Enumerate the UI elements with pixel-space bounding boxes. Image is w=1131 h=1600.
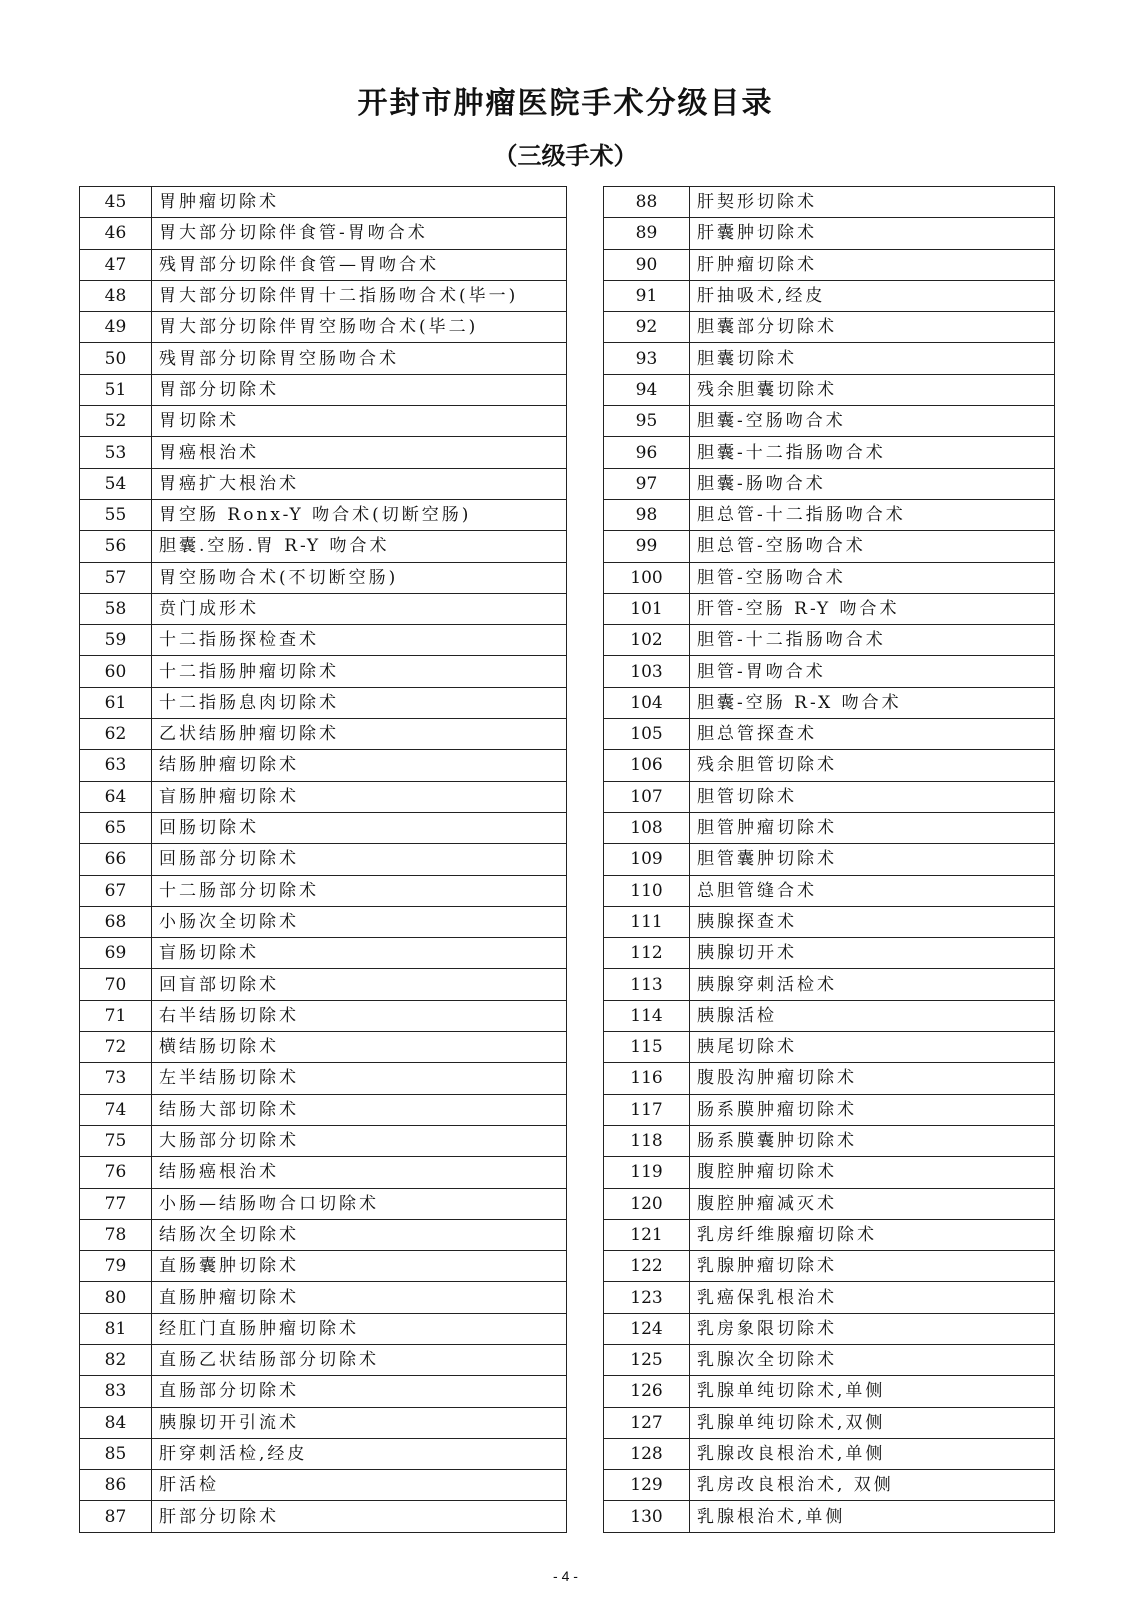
table-row [604,437,1055,468]
surgery-name-cell: 肝管-空肠 R-Y 吻合术 [690,593,1055,624]
row-number-cell: 92 [604,312,690,343]
table-row [604,343,1055,374]
table-row [604,656,1055,687]
row-number-cell: 108 [604,812,690,843]
row-number-cell: 125 [604,1344,690,1375]
surgery-name-cell: 乳腺根治术,单侧 [690,1501,1055,1532]
surgery-name-cell: 胃大部分切除伴胃空肠吻合术(毕二) [152,312,567,343]
table-row [604,593,1055,624]
surgery-name-cell: 乳房象限切除术 [690,1313,1055,1344]
row-number-cell: 47 [80,249,152,280]
surgery-name-cell: 胆囊-空肠 R-X 吻合术 [690,687,1055,718]
surgery-name-cell: 胆管肿瘤切除术 [690,812,1055,843]
surgery-name-cell: 胃空肠吻合术(不切断空肠) [152,562,567,593]
surgery-name-cell: 胃切除术 [152,406,567,437]
row-number-cell: 129 [604,1470,690,1501]
row-number-cell: 102 [604,625,690,656]
row-number-cell: 56 [80,531,152,562]
table-row [604,812,1055,843]
table-row [604,1501,1055,1532]
table-row [604,719,1055,750]
table-row [604,969,1055,1000]
surgery-name-cell: 残余胆管切除术 [690,750,1055,781]
row-number-cell: 64 [80,781,152,812]
row-number-cell: 128 [604,1438,690,1469]
row-number-cell: 115 [604,1032,690,1063]
surgery-name-cell: 乳腺改良根治术,单侧 [690,1438,1055,1469]
table-row [80,531,567,562]
surgery-name-cell: 乳房改良根治术, 双侧 [690,1470,1055,1501]
table-row [604,1125,1055,1156]
surgery-name-cell: 胰腺穿刺活检术 [690,969,1055,1000]
surgery-name-cell: 结肠肿瘤切除术 [152,750,567,781]
table-row [80,906,567,937]
surgery-name-cell: 胰腺活检 [690,1000,1055,1031]
table-row [80,312,567,343]
table-row [80,343,567,374]
surgery-name-cell: 残胃部分切除伴食管—胃吻合术 [152,249,567,280]
table-row [604,1376,1055,1407]
table-row [80,656,567,687]
table-row [80,1501,567,1532]
row-number-cell: 98 [604,499,690,530]
surgery-name-cell: 回肠部分切除术 [152,844,567,875]
surgery-name-cell: 腹腔肿瘤切除术 [690,1157,1055,1188]
table-row [80,593,567,624]
table-row [604,1313,1055,1344]
table-row [80,687,567,718]
row-number-cell: 74 [80,1094,152,1125]
surgery-name-cell: 直肠囊肿切除术 [152,1251,567,1282]
row-number-cell: 101 [604,593,690,624]
surgery-name-cell: 左半结肠切除术 [152,1063,567,1094]
table-row [604,1188,1055,1219]
table-row [604,1470,1055,1501]
surgery-name-cell: 胰尾切除术 [690,1032,1055,1063]
table-row [604,562,1055,593]
row-number-cell: 46 [80,218,152,249]
row-number-cell: 79 [80,1251,152,1282]
table-row [80,249,567,280]
row-number-cell: 72 [80,1032,152,1063]
table-row [80,1094,567,1125]
row-number-cell: 53 [80,437,152,468]
surgery-name-cell: 肠系膜肿瘤切除术 [690,1094,1055,1125]
surgery-name-cell: 乳癌保乳根治术 [690,1282,1055,1313]
row-number-cell: 75 [80,1125,152,1156]
surgery-name-cell: 胆囊.空肠.胃 R-Y 吻合术 [152,531,567,562]
table-row [604,687,1055,718]
table-row [604,374,1055,405]
row-number-cell: 126 [604,1376,690,1407]
row-number-cell: 78 [80,1219,152,1250]
table-row [80,499,567,530]
table-row [80,875,567,906]
row-number-cell: 88 [604,187,690,218]
table-row [604,1251,1055,1282]
table-row [604,312,1055,343]
row-number-cell: 130 [604,1501,690,1532]
surgery-name-cell: 盲肠肿瘤切除术 [152,781,567,812]
table-row [80,1125,567,1156]
row-number-cell: 119 [604,1157,690,1188]
surgery-name-cell: 胰腺切开引流术 [152,1407,567,1438]
table-row [604,187,1055,218]
table-row [80,1376,567,1407]
surgery-name-cell: 直肠部分切除术 [152,1376,567,1407]
table-row [80,1470,567,1501]
row-number-cell: 89 [604,218,690,249]
table-row [80,938,567,969]
surgery-name-cell: 十二指肠息肉切除术 [152,687,567,718]
row-number-cell: 73 [80,1063,152,1094]
surgery-name-cell: 直肠肿瘤切除术 [152,1282,567,1313]
surgery-name-cell: 结肠癌根治术 [152,1157,567,1188]
row-number-cell: 114 [604,1000,690,1031]
row-number-cell: 50 [80,343,152,374]
table-row [80,1282,567,1313]
surgery-name-cell: 贲门成形术 [152,593,567,624]
row-number-cell: 109 [604,844,690,875]
surgery-name-cell: 结肠次全切除术 [152,1219,567,1250]
surgery-name-cell: 胃癌根治术 [152,437,567,468]
surgery-name-cell: 十二肠部分切除术 [152,875,567,906]
row-number-cell: 97 [604,468,690,499]
surgery-name-cell: 乙状结肠肿瘤切除术 [152,719,567,750]
row-number-cell: 60 [80,656,152,687]
surgery-name-cell: 右半结肠切除术 [152,1000,567,1031]
surgery-name-cell: 胃癌扩大根治术 [152,468,567,499]
surgery-table-right [603,186,1055,1533]
surgery-name-cell: 胆管-十二指肠吻合术 [690,625,1055,656]
table-row [604,1407,1055,1438]
row-number-cell: 96 [604,437,690,468]
table-row [80,1344,567,1375]
table-row [604,844,1055,875]
table-row [80,1032,567,1063]
row-number-cell: 103 [604,656,690,687]
table-row [604,499,1055,530]
table-row [80,1219,567,1250]
row-number-cell: 71 [80,1000,152,1031]
row-number-cell: 91 [604,280,690,311]
surgery-name-cell: 腹股沟肿瘤切除术 [690,1063,1055,1094]
surgery-name-cell: 乳腺单纯切除术,单侧 [690,1376,1055,1407]
surgery-name-cell: 胃大部分切除伴胃十二指肠吻合术(毕一) [152,280,567,311]
row-number-cell: 66 [80,844,152,875]
row-number-cell: 106 [604,750,690,781]
surgery-name-cell: 胆总管探查术 [690,719,1055,750]
row-number-cell: 127 [604,1407,690,1438]
row-number-cell: 52 [80,406,152,437]
row-number-cell: 94 [604,374,690,405]
row-number-cell: 107 [604,781,690,812]
table-row [604,906,1055,937]
row-number-cell: 104 [604,687,690,718]
table-row [604,1094,1055,1125]
surgery-name-cell: 胆囊-肠吻合术 [690,468,1055,499]
surgery-name-cell: 胆囊-十二指肠吻合术 [690,437,1055,468]
surgery-name-cell: 胃空肠 Ronx-Y 吻合术(切断空肠) [152,499,567,530]
table-row [604,531,1055,562]
surgery-name-cell: 乳房纤维腺瘤切除术 [690,1219,1055,1250]
surgery-name-cell: 胆囊-空肠吻合术 [690,406,1055,437]
table-row [80,374,567,405]
row-number-cell: 80 [80,1282,152,1313]
surgery-name-cell: 肝抽吸术,经皮 [690,280,1055,311]
surgery-name-cell: 结肠大部切除术 [152,1094,567,1125]
row-number-cell: 121 [604,1219,690,1250]
row-number-cell: 68 [80,906,152,937]
table-row [604,1282,1055,1313]
surgery-name-cell: 胃肿瘤切除术 [152,187,567,218]
table-row [604,218,1055,249]
row-number-cell: 122 [604,1251,690,1282]
table-row [80,719,567,750]
table-row [80,781,567,812]
surgery-name-cell: 残余胆囊切除术 [690,374,1055,405]
surgery-table-left [79,186,567,1533]
surgery-name-cell: 肝肿瘤切除术 [690,249,1055,280]
table-row [604,1157,1055,1188]
row-number-cell: 116 [604,1063,690,1094]
table-row [80,1063,567,1094]
surgery-name-cell: 胆管切除术 [690,781,1055,812]
table-row [80,1407,567,1438]
row-number-cell: 118 [604,1125,690,1156]
surgery-name-cell: 胃部分切除术 [152,374,567,405]
table-row [604,1344,1055,1375]
surgery-name-cell: 回盲部切除术 [152,969,567,1000]
row-number-cell: 59 [80,625,152,656]
document-subtitle: （三级手术） [493,142,638,170]
table-row [80,562,567,593]
document-title: 开封市肿瘤医院手术分级目录 [357,86,774,121]
row-number-cell: 85 [80,1438,152,1469]
row-number-cell: 65 [80,812,152,843]
table-row [604,280,1055,311]
surgery-name-cell: 胰腺探查术 [690,906,1055,937]
row-number-cell: 113 [604,969,690,1000]
row-number-cell: 87 [80,1501,152,1532]
table-row [604,1000,1055,1031]
table-row [604,938,1055,969]
row-number-cell: 111 [604,906,690,937]
surgery-name-cell: 十二指肠探检查术 [152,625,567,656]
surgery-name-cell: 胆总管-空肠吻合术 [690,531,1055,562]
row-number-cell: 93 [604,343,690,374]
table-row [604,1438,1055,1469]
surgery-name-cell: 肠系膜囊肿切除术 [690,1125,1055,1156]
row-number-cell: 57 [80,562,152,593]
row-number-cell: 76 [80,1157,152,1188]
surgery-name-cell: 胰腺切开术 [690,938,1055,969]
table-row [80,218,567,249]
surgery-name-cell: 乳腺次全切除术 [690,1344,1055,1375]
surgery-name-cell: 肝囊肿切除术 [690,218,1055,249]
row-number-cell: 77 [80,1188,152,1219]
table-row [80,750,567,781]
surgery-name-cell: 肝活检 [152,1470,567,1501]
table-row [604,1063,1055,1094]
row-number-cell: 117 [604,1094,690,1125]
row-number-cell: 63 [80,750,152,781]
row-number-cell: 90 [604,249,690,280]
row-number-cell: 84 [80,1407,152,1438]
table-row [80,625,567,656]
surgery-name-cell: 残胃部分切除胃空肠吻合术 [152,343,567,374]
row-number-cell: 124 [604,1313,690,1344]
row-number-cell: 51 [80,374,152,405]
surgery-name-cell: 盲肠切除术 [152,938,567,969]
surgery-name-cell: 胆管-胃吻合术 [690,656,1055,687]
row-number-cell: 83 [80,1376,152,1407]
row-number-cell: 48 [80,280,152,311]
row-number-cell: 112 [604,938,690,969]
table-row [80,406,567,437]
surgery-name-cell: 胃大部分切除伴食管-胃吻合术 [152,218,567,249]
page-number: - 4 - [553,1568,578,1584]
table-row [80,1188,567,1219]
row-number-cell: 55 [80,499,152,530]
surgery-name-cell: 肝契形切除术 [690,187,1055,218]
surgery-name-cell: 胆管囊肿切除术 [690,844,1055,875]
row-number-cell: 95 [604,406,690,437]
row-number-cell: 100 [604,562,690,593]
table-row [80,1313,567,1344]
surgery-name-cell: 胆管-空肠吻合术 [690,562,1055,593]
table-row [604,750,1055,781]
table-row [80,280,567,311]
table-row [80,437,567,468]
surgery-name-cell: 经肛门直肠肿瘤切除术 [152,1313,567,1344]
row-number-cell: 61 [80,687,152,718]
row-number-cell: 120 [604,1188,690,1219]
surgery-name-cell: 回肠切除术 [152,812,567,843]
row-number-cell: 45 [80,187,152,218]
table-row [604,1032,1055,1063]
row-number-cell: 54 [80,468,152,499]
row-number-cell: 99 [604,531,690,562]
surgery-name-cell: 胆总管-十二指肠吻合术 [690,499,1055,530]
surgery-name-cell: 乳腺单纯切除术,双侧 [690,1407,1055,1438]
row-number-cell: 70 [80,969,152,1000]
table-row [80,812,567,843]
row-number-cell: 69 [80,938,152,969]
surgery-name-cell: 大肠部分切除术 [152,1125,567,1156]
surgery-name-cell: 直肠乙状结肠部分切除术 [152,1344,567,1375]
surgery-name-cell: 横结肠切除术 [152,1032,567,1063]
surgery-name-cell: 十二指肠肿瘤切除术 [152,656,567,687]
row-number-cell: 81 [80,1313,152,1344]
row-number-cell: 58 [80,593,152,624]
surgery-name-cell: 腹腔肿瘤减灭术 [690,1188,1055,1219]
surgery-name-cell: 总胆管缝合术 [690,875,1055,906]
row-number-cell: 105 [604,719,690,750]
table-row [80,187,567,218]
row-number-cell: 67 [80,875,152,906]
surgery-name-cell: 胆囊切除术 [690,343,1055,374]
table-row [604,625,1055,656]
row-number-cell: 110 [604,875,690,906]
table-row [604,1219,1055,1250]
table-row [604,875,1055,906]
row-number-cell: 62 [80,719,152,750]
surgery-name-cell: 乳腺肿瘤切除术 [690,1251,1055,1282]
table-row [80,1000,567,1031]
table-row [80,844,567,875]
surgery-name-cell: 小肠次全切除术 [152,906,567,937]
table-row [80,1251,567,1282]
row-number-cell: 82 [80,1344,152,1375]
surgery-name-cell: 肝部分切除术 [152,1501,567,1532]
row-number-cell: 86 [80,1470,152,1501]
table-row [604,781,1055,812]
row-number-cell: 49 [80,312,152,343]
surgery-name-cell: 肝穿刺活检,经皮 [152,1438,567,1469]
table-row [80,468,567,499]
table-row [604,406,1055,437]
table-row [80,1438,567,1469]
table-row [80,1157,567,1188]
row-number-cell: 123 [604,1282,690,1313]
table-row [80,969,567,1000]
table-row [604,468,1055,499]
surgery-name-cell: 胆囊部分切除术 [690,312,1055,343]
table-row [604,249,1055,280]
surgery-name-cell: 小肠—结肠吻合口切除术 [152,1188,567,1219]
